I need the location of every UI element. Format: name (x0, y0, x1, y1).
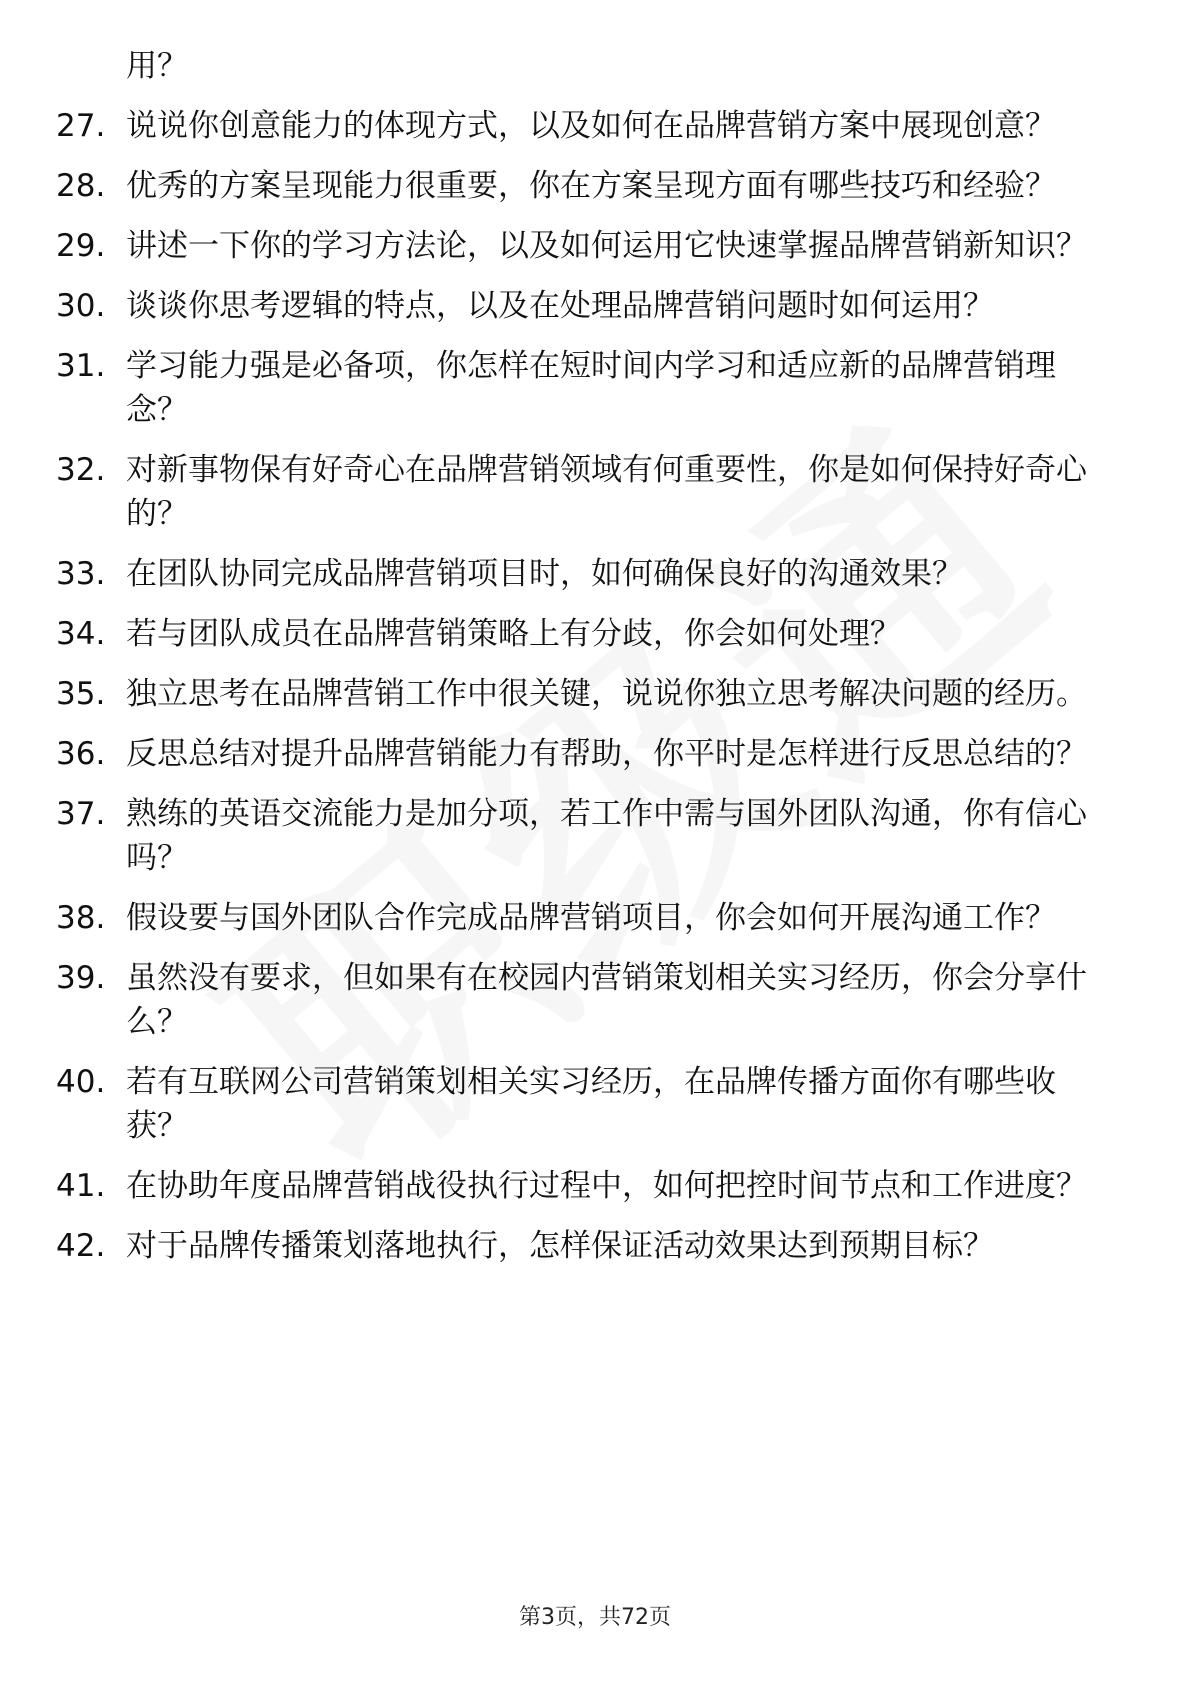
question-text: 讲述一下你的学习方法论，以及如何运用它快速掌握品牌营销新知识？ (126, 228, 1087, 264)
question-text: 在协助年度品牌营销战役执行过程中，如何把控时间节点和工作进度？ (126, 1168, 1087, 1204)
question-number: 42. (56, 1228, 106, 1264)
question-text: 对新事物保有好奇心在品牌营销领域有何重要性，你是如何保持好奇心的？ (126, 452, 1087, 532)
question-list (56, 104, 1116, 1268)
question-item (56, 612, 1116, 656)
question-number: 36. (56, 736, 106, 772)
question-item (56, 344, 1116, 432)
question-item (56, 732, 1116, 776)
question-number: 39. (56, 960, 106, 996)
question-text: 熟练的英语交流能力是加分项，若工作中需与国外团队沟通，你有信心吗？ (126, 796, 1087, 876)
question-number: 37. (56, 796, 106, 832)
question-text: 独立思考在品牌营销工作中很关键，说说你独立思考解决问题的经历。 (126, 676, 1087, 712)
question-number: 28. (56, 168, 106, 204)
question-number: 29. (56, 228, 106, 264)
question-item (56, 552, 1116, 596)
question-number: 31. (56, 348, 106, 384)
question-item (56, 1164, 1116, 1208)
question-text: 反思总结对提升品牌营销能力有帮助，你平时是怎样进行反思总结的？ (126, 736, 1087, 772)
question-text: 若有互联网公司营销策划相关实习经历，在品牌传播方面你有哪些收获？ (126, 1064, 1056, 1144)
question-number: 41. (56, 1168, 106, 1204)
question-number: 35. (56, 676, 106, 712)
question-number: 30. (56, 288, 106, 324)
question-item (56, 672, 1116, 716)
question-item (56, 104, 1116, 148)
question-item (56, 896, 1116, 940)
question-text: 学习能力强是必备项，你怎样在短时间内学习和适应新的品牌营销理念？ (126, 348, 1056, 428)
question-text: 在团队协同完成品牌营销项目时，如何确保良好的沟通效果？ (126, 556, 963, 592)
page-footer: 第3页，共72页 (519, 1605, 671, 1630)
question-text: 说说你创意能力的体现方式，以及如何在品牌营销方案中展现创意？ (126, 108, 1056, 144)
question-list-container (56, 44, 1116, 1284)
question-item (56, 1224, 1116, 1268)
question-item (56, 284, 1116, 328)
question-item (56, 956, 1116, 1044)
question-item (56, 792, 1116, 880)
question-number: 32. (56, 452, 106, 488)
question-number: 33. (56, 556, 106, 592)
question-item (56, 448, 1116, 536)
question-number: 40. (56, 1064, 106, 1100)
continuation-line: 用？ (126, 48, 188, 84)
question-number: 34. (56, 616, 106, 652)
question-text: 若与团队成员在品牌营销策略上有分歧，你会如何处理？ (126, 616, 901, 652)
question-number: 38. (56, 900, 106, 936)
question-text: 虽然没有要求，但如果有在校园内营销策划相关实习经历，你会分享什么？ (126, 960, 1087, 1040)
question-item (56, 224, 1116, 268)
question-text: 谈谈你思考逻辑的特点，以及在处理品牌营销问题时如何运用？ (126, 288, 994, 324)
question-text: 优秀的方案呈现能力很重要，你在方案呈现方面有哪些技巧和经验？ (126, 168, 1056, 204)
question-item (56, 1060, 1116, 1148)
question-number: 27. (56, 108, 106, 144)
question-text: 对于品牌传播策划落地执行，怎样保证活动效果达到预期目标？ (126, 1228, 994, 1264)
question-item (56, 164, 1116, 208)
question-text: 假设要与国外团队合作完成品牌营销项目，你会如何开展沟通工作？ (126, 900, 1056, 936)
